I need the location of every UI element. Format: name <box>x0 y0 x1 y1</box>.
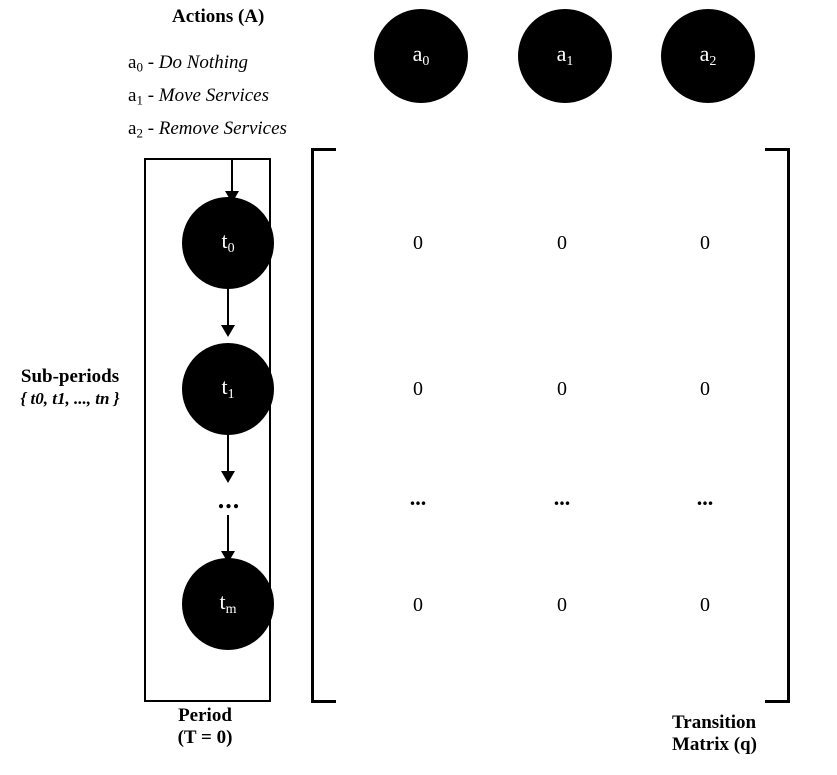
subperiod-node-t1-subscript: 1 <box>227 387 235 403</box>
matrix-cell-r2c2: ... <box>696 485 714 510</box>
subperiod-node-t0-label <box>221 227 235 257</box>
subperiod-node-t1 <box>182 343 274 435</box>
action-legend-symbol-0: a <box>128 52 137 73</box>
subperiods-label-line2: { t0, t1, ..., tn } <box>20 388 120 408</box>
action-node-a2-subscript: 2 <box>709 54 717 70</box>
subperiod-node-tm-label <box>219 588 237 618</box>
subperiod-node-t1-label <box>221 373 235 403</box>
arrow-t0-to-t1-head <box>221 325 235 337</box>
action-legend-separator-1: - <box>142 85 159 106</box>
matrix-cell-r0c0: 0 <box>413 232 423 254</box>
action-node-a0-label <box>412 40 430 70</box>
subperiod-node-tm <box>182 558 274 650</box>
action-node-a1-symbol: a <box>556 40 567 66</box>
period-caption <box>130 705 280 749</box>
action-legend-separator-2: - <box>142 118 159 139</box>
action-legend-item-0 <box>128 52 248 75</box>
matrix-cell-r0c2: 0 <box>700 232 710 254</box>
matrix-cell-r1c0: 0 <box>413 378 423 400</box>
action-legend-description-2: Remove Services <box>158 118 287 139</box>
action-node-a1-label <box>556 40 574 70</box>
subperiods-label <box>0 366 140 409</box>
matrix-cell-r3c2: 0 <box>700 594 710 616</box>
period-caption-line1: Period <box>178 705 232 726</box>
action-legend-item-1 <box>128 85 269 108</box>
action-node-a2 <box>661 9 755 103</box>
matrix-caption-line1: Transition <box>672 712 757 733</box>
subperiod-node-t0-subscript: 0 <box>227 241 235 257</box>
subperiod-node-t0-symbol: t <box>221 227 228 253</box>
action-node-a2-label <box>699 40 717 70</box>
action-legend-description-1: Move Services <box>158 85 270 106</box>
matrix-cell-r2c0: ... <box>409 485 427 510</box>
matrix-cell-r1c2: 0 <box>700 378 710 400</box>
action-node-a1 <box>518 9 612 103</box>
matrix-caption-line2: Matrix (q) <box>672 733 757 755</box>
subperiod-node-tm-subscript: m <box>225 602 237 618</box>
matrix-cell-r1c1: 0 <box>557 378 567 400</box>
action-node-a2-symbol: a <box>699 40 710 66</box>
matrix-cell-r0c1: 0 <box>557 232 567 254</box>
period-caption-line2: (T = 0) <box>177 726 233 748</box>
matrix-cell-r3c1: 0 <box>557 594 567 616</box>
subperiod-node-tm-symbol: t <box>219 588 226 614</box>
subperiod-node-t1-symbol: t <box>221 373 228 399</box>
action-legend-symbol-1: a <box>128 85 137 106</box>
subperiod-node-t0 <box>182 197 274 289</box>
subperiod-node-ellipsis: ... <box>217 485 241 514</box>
actions-heading: Actions (A) <box>172 6 265 27</box>
subperiods-label-line1: Sub-periods <box>20 366 120 387</box>
action-legend-description-0: Do Nothing <box>158 52 248 73</box>
action-legend-item-2 <box>128 118 287 141</box>
action-node-a0 <box>374 9 468 103</box>
action-legend-subscript-2: 2 <box>136 125 143 141</box>
action-legend-subscript-1: 1 <box>136 92 143 108</box>
action-legend-symbol-2: a <box>128 118 137 139</box>
matrix-cell-r2c1: ... <box>553 485 571 510</box>
action-node-a0-symbol: a <box>412 40 423 66</box>
action-node-a1-subscript: 1 <box>566 54 574 70</box>
action-legend-subscript-0: 0 <box>136 59 143 75</box>
action-node-a0-subscript: 0 <box>422 54 430 70</box>
matrix-left-bracket <box>311 148 336 703</box>
matrix-caption <box>672 712 837 756</box>
action-legend-separator-0: - <box>142 52 159 73</box>
arrow-t1-to-ellipsis-head <box>221 471 235 483</box>
matrix-right-bracket <box>765 148 790 703</box>
matrix-cell-r3c0: 0 <box>413 594 423 616</box>
